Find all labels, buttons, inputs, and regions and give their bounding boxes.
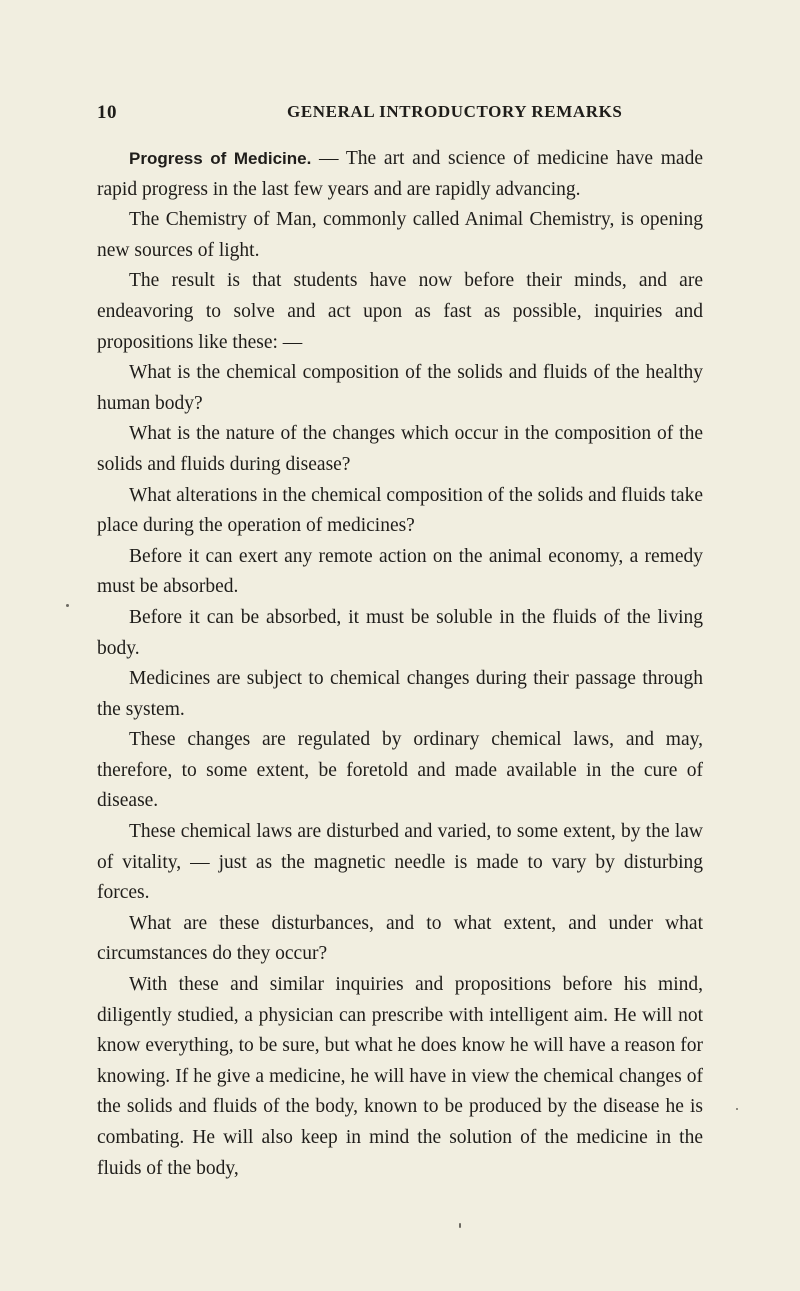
paper-speck [66,604,69,607]
paragraph: What alterations in the chemical composition of the solids and fluids take place during the operation of medicines? [97,484,703,537]
body-text [97,144,703,1184]
paragraph: Before it can be absorbed, it must be soluble in the fluids of the living body. [97,606,703,659]
paragraph: The result is that students have now before their minds, and are endeavoring to solve and act upon as fast as possible, inquiries and propositions like these: — [97,270,703,353]
paragraph-1 [97,144,703,205]
page-header [97,102,697,126]
paragraph: What is the nature of the changes which occur in the composition of the solids and fluids during disease? [97,423,703,475]
running-head: GENERAL INTRODUCTORY REMARKS [287,102,623,121]
paragraph: Before it can exert any remote action on the animal economy, a remedy must be absorbed. [97,545,703,598]
page-number: 10 [97,102,117,123]
paper-speck [736,1108,738,1110]
paper-speck [459,1223,461,1228]
paragraph: With these and similar inquiries and propositions before his mind, diligently studied, a physician can prescribe with intelligent aim. He will not know everything, to be sure, but what he does know he will have a reason for knowing. If he give a medicine, he will have in view the chemical changes of the solids and fluids of the body, known to be produced by the disease he is combating. He will also keep in mind the solution of the medicine in the fluids of the body, [97,974,703,1179]
paragraph: These changes are regulated by ordinary chemical laws, and may, therefore, to some extent, be foretold and made available in the cure of disease. [97,729,703,812]
paragraph: What are these disturbances, and to what extent, and under what circumstances do they occur? [97,912,703,965]
paragraph-1-text: — The art and science of medicine have made rapid progress in the last few years and are rapidly advancing. [97,148,703,200]
paragraph: Medicines are subject to chemical changes during their passage through the system. [97,668,703,720]
paragraph: The Chemistry of Man, commonly called Animal Chemistry, is opening new sources of light. [97,209,703,261]
paragraph: What is the chemical composition of the solids and fluids of the healthy human body? [97,362,703,414]
paragraph: These chemical laws are disturbed and varied, to some extent, by the law of vitality, — just as the magnetic needle is made to vary by disturbing forces. [97,821,703,904]
section-lead-in: Progress of Medicine. [129,149,312,168]
